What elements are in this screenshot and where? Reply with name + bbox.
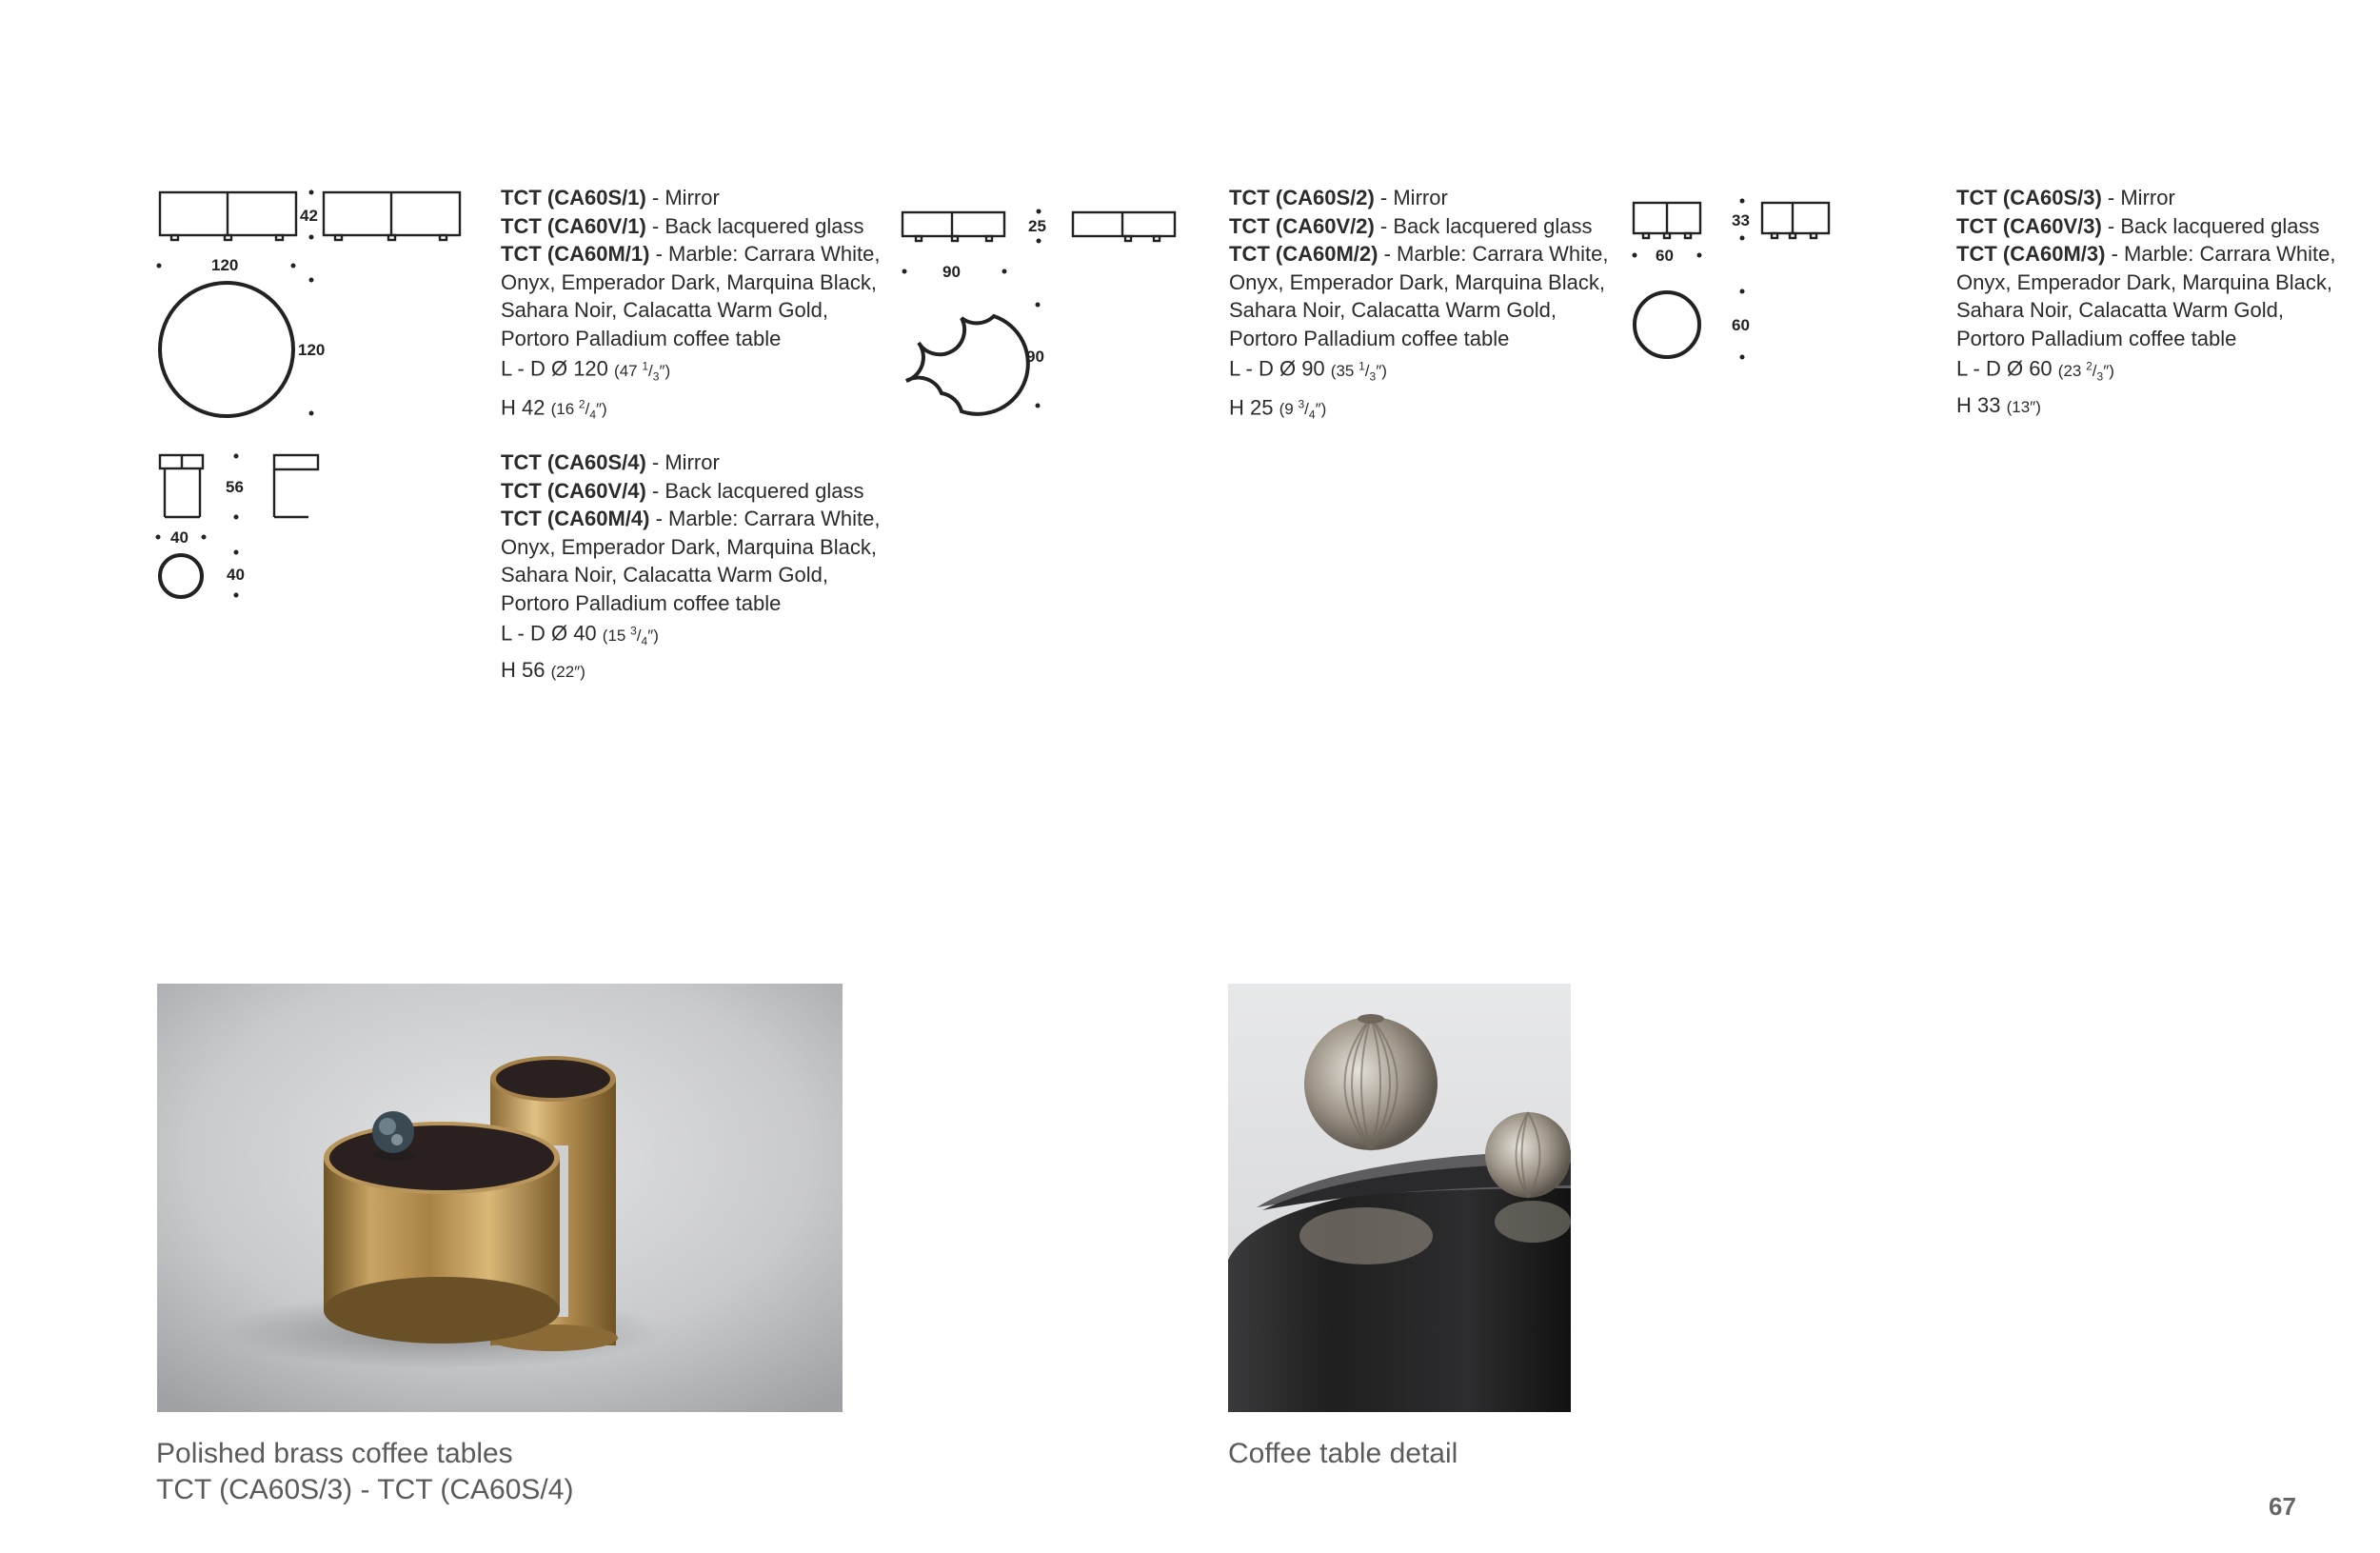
caption-line: Coffee table detail	[1228, 1438, 1458, 1469]
technical-drawing-3	[1626, 190, 1845, 381]
drawing-2-depth-label: 90	[1026, 348, 1044, 366]
spec-height: H 42 (16 $^2/_4''$)	[501, 395, 607, 422]
drawing-4-height-label: 56	[226, 478, 244, 496]
spec-line: Portoro Palladium coffee table	[501, 590, 782, 615]
spec-line: TCT (CA60V/2) - Back lacquered glass	[1229, 213, 1593, 238]
drawing-1-width-label: 120	[211, 256, 239, 274]
technical-drawing-1-side-b	[322, 181, 465, 248]
spec-line: Sahara Noir, Calacatta Warm Gold,	[1956, 298, 2284, 322]
drawing-3-width-label: 60	[1656, 247, 1674, 265]
drawing-1-depth-label: 120	[298, 341, 326, 359]
technical-drawing-2	[895, 200, 1180, 419]
spec-line: Sahara Noir, Calacatta Warm Gold,	[501, 563, 828, 587]
spec-line: Portoro Palladium coffee table	[1956, 326, 2237, 350]
caption-photo-2	[1228, 1436, 1458, 1472]
drawing-1-top-view	[160, 283, 293, 416]
spec-block-1	[501, 184, 881, 429]
drawing-3-side-view-b	[1762, 203, 1829, 233]
spec-height: H 56 (22″)	[501, 657, 585, 682]
spec-line: Sahara Noir, Calacatta Warm Gold,	[501, 298, 828, 322]
spec-block-3	[1956, 184, 2336, 421]
drawing-3-depth-label: 60	[1732, 316, 1750, 334]
spec-height: H 33 (13″)	[1956, 392, 2041, 417]
spec-line: TCT (CA60V/4) - Back lacquered glass	[501, 478, 864, 503]
spec-line: TCT (CA60S/2) - Mirror	[1229, 186, 1448, 209]
spec-line: TCT (CA60S/3) - Mirror	[1956, 186, 2175, 209]
technical-drawing-1	[152, 181, 343, 428]
drawing-2-side-view-a	[902, 212, 1004, 236]
drawing-1-height-label: 42	[300, 207, 318, 225]
photo-coffee-table-detail	[1228, 984, 1571, 1412]
drawing-3-height-label: 33	[1732, 211, 1750, 229]
spec-line: Sahara Noir, Calacatta Warm Gold,	[1229, 298, 1557, 322]
spec-line: TCT (CA60S/1) - Mirror	[501, 186, 720, 209]
drawing-2-top-view	[906, 316, 1028, 414]
spec-block-2	[1229, 184, 1609, 429]
drawing-2-width-label: 90	[942, 263, 961, 281]
spec-line: TCT (CA60M/3) - Marble: Carrara White,	[1956, 242, 2336, 266]
drawing-4-depth-label: 40	[227, 566, 245, 584]
caption-line: Polished brass coffee tables	[156, 1438, 513, 1469]
spec-line: TCT (CA60M/4) - Marble: Carrara White,	[501, 507, 881, 530]
caption-photo-1	[156, 1436, 573, 1508]
spec-line: Onyx, Emperador Dark, Marquina Black,	[1956, 269, 2332, 294]
spec-line: Portoro Palladium coffee table	[501, 326, 782, 350]
photo-brass-coffee-tables	[157, 984, 843, 1412]
spec-line: Portoro Palladium coffee table	[1229, 326, 1510, 350]
spec-line: TCT (CA60S/4) - Mirror	[501, 450, 720, 474]
spec-diameter: L - D Ø 40 (15 $^3/_4''$)	[501, 621, 659, 648]
drawing-2-side-view-b	[1073, 212, 1175, 236]
drawing-4-top-view	[160, 555, 202, 597]
spec-block-4	[501, 448, 881, 686]
drawing-4-width-label: 40	[170, 528, 188, 547]
page-number: 67	[2269, 1492, 2296, 1521]
spec-line: Onyx, Emperador Dark, Marquina Black,	[501, 534, 877, 559]
spec-line: TCT (CA60V/1) - Back lacquered glass	[501, 213, 864, 238]
drawing-2-height-label: 25	[1028, 217, 1046, 235]
caption-line: TCT (CA60S/3) - TCT (CA60S/4)	[156, 1474, 574, 1505]
spec-diameter: L - D Ø 60 (23 $^2/_3''$)	[1956, 356, 2114, 384]
spec-height: H 25 (9 $^3/_4''$)	[1229, 395, 1327, 422]
spec-line: Onyx, Emperador Dark, Marquina Black,	[1229, 269, 1605, 294]
drawing-3-top-view	[1635, 292, 1699, 357]
spec-line: TCT (CA60M/2) - Marble: Carrara White,	[1229, 242, 1609, 266]
technical-drawing-4-side-b	[268, 451, 326, 528]
spec-diameter: L - D Ø 90 (35 $^1/_3''$)	[1229, 356, 1387, 384]
spec-line: TCT (CA60M/1) - Marble: Carrara White,	[501, 242, 881, 266]
spec-diameter: L - D Ø 120 (47 $^1/_3''$)	[501, 356, 671, 384]
spec-line: TCT (CA60V/3) - Back lacquered glass	[1956, 213, 2320, 238]
spec-line: Onyx, Emperador Dark, Marquina Black,	[501, 269, 877, 294]
